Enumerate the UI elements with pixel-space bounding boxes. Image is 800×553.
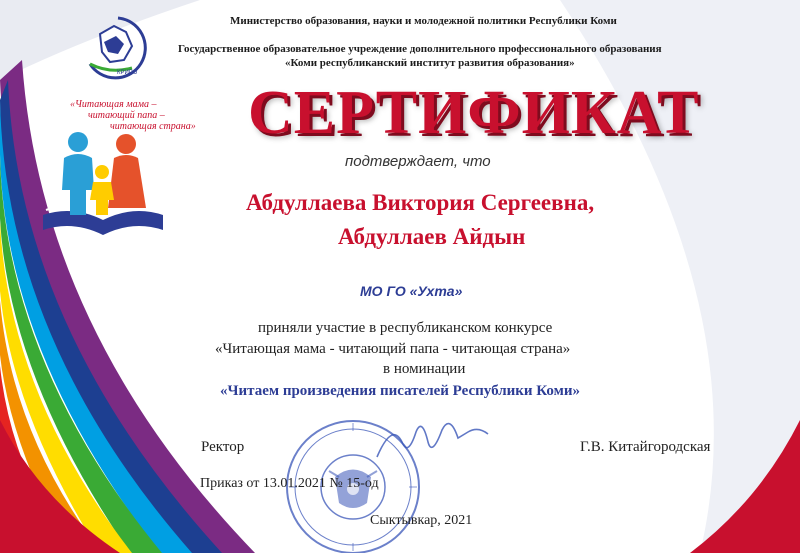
certificate-title: СЕРТИФИКАТ bbox=[248, 79, 700, 147]
order-reference: Приказ от 13.01.2021 № 15-од bbox=[200, 476, 379, 491]
institution-name: Государственное образовательное учреждение дополнительного профессионального образования bbox=[178, 43, 662, 55]
nomination-label: в номинации bbox=[383, 361, 466, 377]
institute-name: «Коми республиканский институт развития образования» bbox=[285, 57, 575, 69]
nomination-name: «Читаем произведения писателей Республики Коми» bbox=[220, 383, 580, 399]
rector-name: Г.В. Китайгородская bbox=[580, 439, 711, 455]
city-year: Сыктывкар, 2021 bbox=[370, 513, 473, 528]
recipient-name-1: Абдуллаева Виктория Сергеевна, bbox=[246, 190, 595, 215]
contest-name: «Читающая мама - читающий папа - читающая страна» bbox=[215, 341, 571, 357]
municipality: МО ГО «Ухта» bbox=[360, 283, 463, 299]
slogan-line: читающая страна» bbox=[110, 121, 196, 132]
rector-label: Ректор bbox=[201, 439, 245, 455]
logo-caption: КРИРО bbox=[117, 70, 138, 76]
confirms-text: подтверждает, что bbox=[345, 153, 491, 170]
family-book-icon bbox=[38, 120, 168, 250]
participation-text: приняли участие в республиканском конкурсе bbox=[258, 320, 553, 336]
recipient-name-2: Абдуллаев Айдын bbox=[338, 224, 526, 249]
slogan-line: читающий папа – bbox=[88, 110, 165, 121]
ministry-name: Министерство образования, науки и молодежной политики Республики Коми bbox=[230, 15, 617, 27]
slogan-line: «Читающая мама – bbox=[70, 99, 157, 110]
signature-icon bbox=[372, 412, 492, 467]
